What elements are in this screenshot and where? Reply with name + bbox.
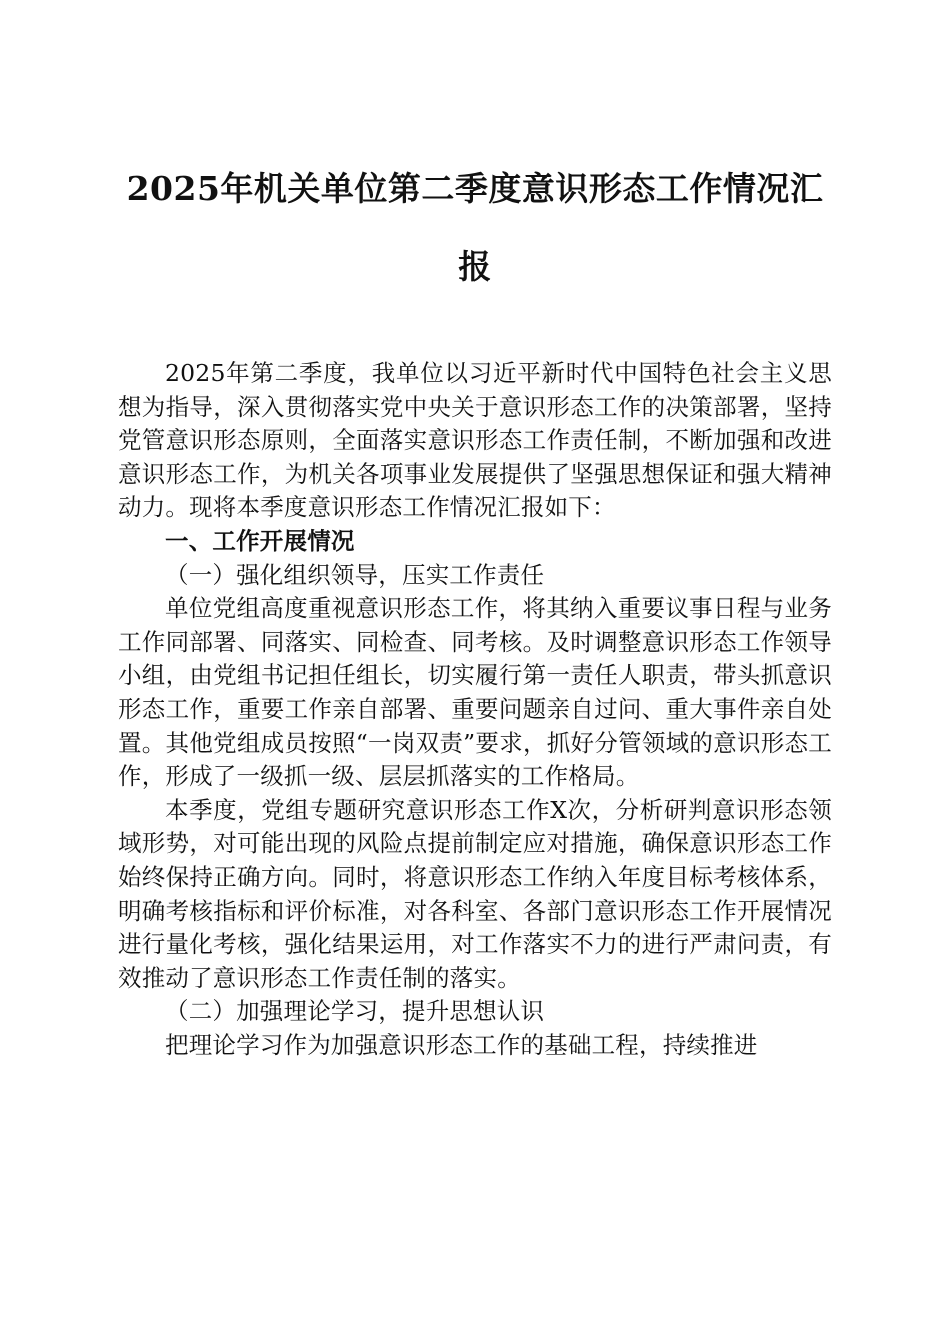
body-paragraph-partial: 把理论学习作为加强意识形态工作的基础工程，持续推进 — [165, 1030, 758, 1059]
body-paragraph: 单位党组高度重视意识形态工作，将其纳入重要议事日程与业务工作同部署、同落实、同检查、同考核。及时调整意识形态工作领导小组，由党组书记担任组长，切实履行第一责任人职责，带头抓意识形态工作，重要工作亲自部署、重要问题亲自过问、重大事件亲自处置。其他党组成员按照“一岗双责”要求，抓好分管领域的意识形态工作，形成了一级抓一级、层层抓落实的工作格局。 — [118, 594, 832, 791]
document-body — [118, 357, 832, 1062]
subsection-heading-1: （一）强化组织领导，压实工作责任 — [165, 560, 545, 589]
document-title: 2025年机关单位第二季度意识形态工作情况汇报 — [126, 169, 824, 286]
section-heading-1: 一、工作开展情况 — [165, 526, 355, 555]
subsection-heading-2: （二）加强理论学习，提升思想认识 — [165, 997, 545, 1026]
intro-paragraph: 2025年第二季度，我单位以习近平新时代中国特色社会主义思想为指导，深入贯彻落实党中央关于意识形态工作的决策部署，坚持党管意识形态原则，全面落实意识形态工作责任制，不断加强和改进意识形态工作，为机关各项事业发展提供了坚强思想保证和强大精神动力。现将本季度意识形态工作情况汇报如下： — [118, 359, 832, 522]
body-paragraph: 本季度，党组专题研究意识形态工作X次，分析研判意识形态领域形势，对可能出现的风险点提前制定应对措施，确保意识形态工作始终保持正确方向。同时，将意识形态工作纳入年度目标考核体系，明确考核指标和评价标准，对各科室、各部门意识形态工作开展情况进行量化考核，强化结果运用，对工作落实不力的进行严肃问责，有效推动了意识形态工作责任制的落实。 — [118, 795, 832, 992]
